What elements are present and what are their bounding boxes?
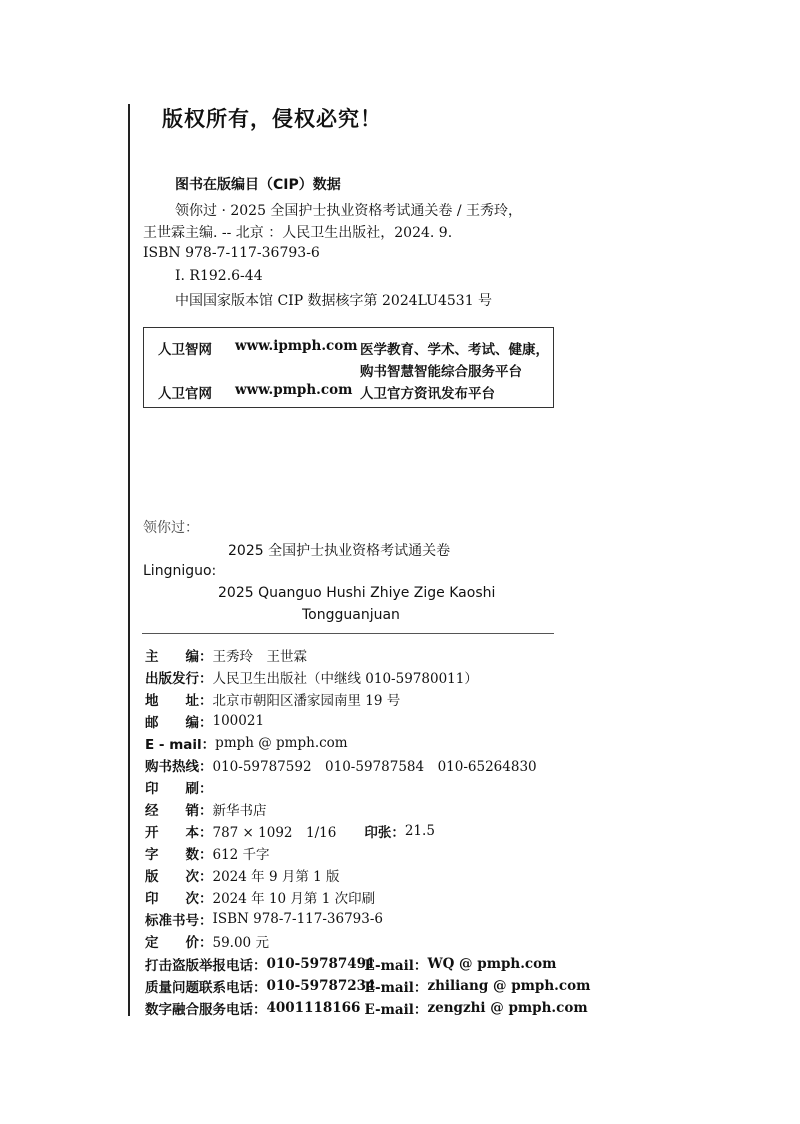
detail-label: 邮 编：: [145, 715, 213, 731]
detail-row-postcode: [145, 710, 264, 732]
contact-label: 打击盗版举报电话：: [145, 958, 267, 974]
detail-row-format: [145, 820, 435, 842]
site-name: 人卫智网: [158, 342, 212, 358]
detail-label: 购书热线：: [145, 759, 213, 775]
detail-label: E - mail：: [145, 737, 216, 753]
detail-label: 印 刷：: [145, 781, 213, 797]
detail-row-hotline: [145, 754, 537, 776]
detail-label: 定 价：: [145, 935, 213, 951]
site-url[interactable]: www.pmph.com: [235, 382, 353, 398]
detail-value: 010-59787592 010-59787584 010-65264830: [212, 759, 537, 775]
pinyin-title: Tongguanjuan: [302, 607, 400, 623]
detail-row-printing: [145, 776, 213, 798]
contact-row-digital: [145, 997, 588, 1019]
detail-label: 印 次：: [145, 891, 213, 907]
site-description: 人卫官方资讯发布平台: [360, 386, 495, 402]
contact-label: 数字融合服务电话：: [145, 1002, 267, 1018]
contact-email[interactable]: WQ @ pmph.com: [427, 956, 557, 972]
contact-row-piracy: [145, 953, 556, 975]
contact-label: 质量问题联系电话：: [145, 980, 267, 996]
contact-phone: 010-59787234: [266, 978, 376, 994]
detail-value: 612 千字: [212, 847, 270, 863]
site-name: 人卫官网: [158, 386, 212, 402]
email-label: E-mail：: [364, 958, 428, 974]
contact-phone: 4001118166: [266, 1000, 361, 1016]
detail-value: 59.00 元: [212, 935, 269, 951]
detail-row-isbn: [145, 908, 383, 930]
cip-line: Ⅰ. R192.6-44: [175, 268, 263, 284]
detail-value: 787 × 1092 1/16: [212, 825, 337, 841]
detail-label: 地 址：: [145, 693, 213, 709]
detail-value: 王秀玲 王世霖: [212, 649, 307, 665]
detail-value: ISBN 978-7-117-36793-6: [212, 911, 384, 927]
detail-value: 100021: [212, 713, 265, 729]
cip-line: 领你过 · 2025 全国护士执业资格考试通关卷 / 王秀玲，: [175, 203, 523, 219]
sheets-label: 印张：: [364, 825, 405, 841]
detail-label: 开 本：: [145, 825, 213, 841]
contact-email[interactable]: zengzhi @ pmph.com: [427, 1000, 588, 1016]
detail-row-wordcount: [145, 842, 270, 864]
detail-label: 标准书号：: [145, 913, 213, 929]
cip-line: 王世霖主编. -- 北京 ：人民卫生出版社，2024. 9.: [143, 225, 453, 241]
detail-row-edition: [145, 864, 340, 886]
email-label: E-mail：: [364, 980, 428, 996]
website-info-box: [143, 327, 554, 408]
detail-label: 主 编：: [145, 649, 213, 665]
detail-value: 北京市朝阳区潘家园南里 19 号: [212, 693, 401, 709]
detail-row-publisher: [145, 666, 478, 688]
detail-value: 人民卫生出版社（中继线 010-59780011）: [212, 671, 478, 687]
detail-label: 版 次：: [145, 869, 213, 885]
contact-row-quality: [145, 975, 590, 997]
email-label: E-mail：: [364, 1002, 428, 1018]
pinyin-title: 2025 Quanguo Hushi Zhiye Zige Kaoshi: [218, 585, 496, 601]
site-description: 购书智慧智能综合服务平台: [360, 364, 522, 380]
detail-label: 字 数：: [145, 847, 213, 863]
detail-row-address: [145, 688, 400, 710]
detail-row-distributor: [145, 798, 267, 820]
detail-value: 2024 年 9 月第 1 版: [212, 869, 340, 885]
detail-value: 2024 年 10 月第 1 次印刷: [212, 891, 376, 907]
detail-value[interactable]: pmph @ pmph.com: [215, 735, 348, 751]
contact-email[interactable]: zhiliang @ pmph.com: [427, 978, 591, 994]
cip-title: 图书在版编目（CIP）数据: [175, 177, 341, 193]
site-description: 医学教育、学术、考试、健康，: [360, 342, 549, 358]
margin-rule: [128, 104, 130, 1016]
detail-value: 新华书店: [212, 803, 267, 819]
detail-label: 出版发行：: [145, 671, 213, 687]
divider: [142, 633, 554, 634]
site-url[interactable]: www.ipmph.com: [235, 338, 358, 354]
cip-line: ISBN 978-7-117-36793-6: [143, 245, 320, 261]
cip-line: 中国国家版本馆 CIP 数据核字第 2024LU4531 号: [175, 293, 493, 309]
book-title: 2025 全国护士执业资格考试通关卷: [228, 543, 451, 559]
copyright-heading: 版权所有，侵权必究！: [162, 107, 382, 131]
contact-phone: 010-59787491: [266, 956, 376, 972]
detail-label: 经 销：: [145, 803, 213, 819]
detail-row-email: [145, 732, 348, 754]
detail-row-impression: [145, 886, 375, 908]
pinyin-series: Lingniguo:: [143, 563, 217, 579]
detail-row-price: [145, 930, 269, 952]
detail-row-editor: [145, 644, 307, 666]
sheets-value: 21.5: [404, 823, 435, 839]
series-label: 领你过：: [143, 520, 199, 536]
